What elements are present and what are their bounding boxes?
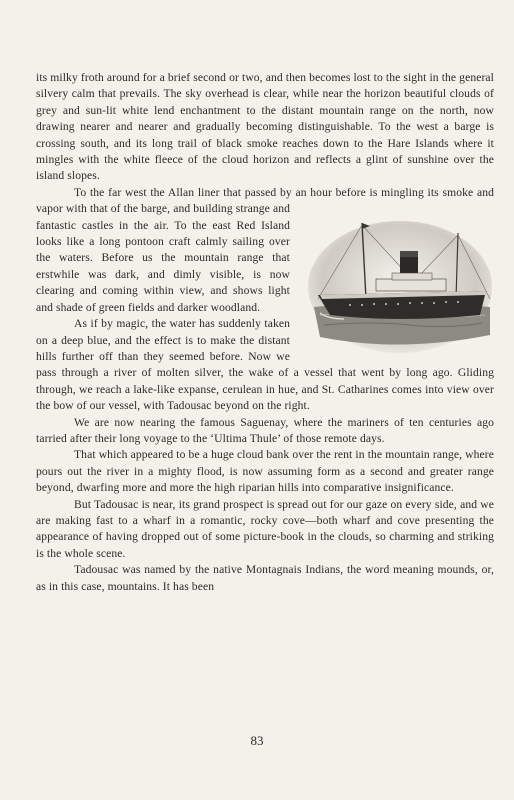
page-number: 83 (250, 733, 264, 748)
paragraph: We are now nearing the famous Saguenay, where the mariners of ten centuries ago tarried after their long voyage to the ‘Ultima Thule’ of those remote days. (36, 415, 494, 445)
steamship-icon (300, 215, 494, 354)
paragraph: Tadousac was named by the native Montagnais Indians, the word meaning mounds, or, as in this case, mountains. It has been (36, 563, 494, 593)
paragraph: To the far west the Allan liner that passed by an hour before is mingling its smoke and vapor with that of the barge, and building strange and fantastic castles in the air. To the east Red Island looks like a long pontoon craft calmly sailing over the waters. Before us the mountain range that erstwhile was dark, and dimly visible, is now clearing and coming within view, and shows light and shade of green fields and darker woodland. (36, 185, 494, 314)
paragraph: That which appeared to be a huge cloud bank over the rent in the mountain range, where pours out the river in a mighty flood, is now assuming form as a second and greater range beyond, dwarfing more and more the high riparian hills into comparative insignificance. (36, 448, 494, 495)
opening-paragraph: its milky froth around for a brief second or two, and then becomes lost to the sight in the general silvery calm that prevails. The sky overhead is clear, while near the horizon beautiful clouds of grey and sun-lit white lend enchantment to the distant mountain range on the north, now drawing nearer and nearer and gradually becoming distinguishable. To the west a barge is crossing south, and its long trail of black smoke reaches down to the Hare Islands where it mingles with the white fleece of the cloud horizon and reflects a glint of sunshine over the island slopes. (36, 71, 494, 183)
steamship-illustration (300, 215, 494, 354)
body-text (36, 70, 494, 595)
paragraph: But Tadousac is near, its grand prospect is spread out for our gaze on every side, and we are making fast to a wharf in a romantic, rocky cove—both wharf and cove presenting the appearance of having dropped out of some picture-book in the clouds, so charming and striking is the whole scene. (36, 497, 494, 560)
paragraph: As if by magic, the water has suddenly taken on a deep blue, and the effect is to make the distant hills further off than they seemed before. Now we pass through a river of molten silver, the wake of a vessel that went by long ago. Gliding through, we reach a lake-like expanse, cerulean in hue, and St. Catharines comes into view over the bow of our vessel, with Tadousac beyond on the right. (36, 317, 494, 413)
